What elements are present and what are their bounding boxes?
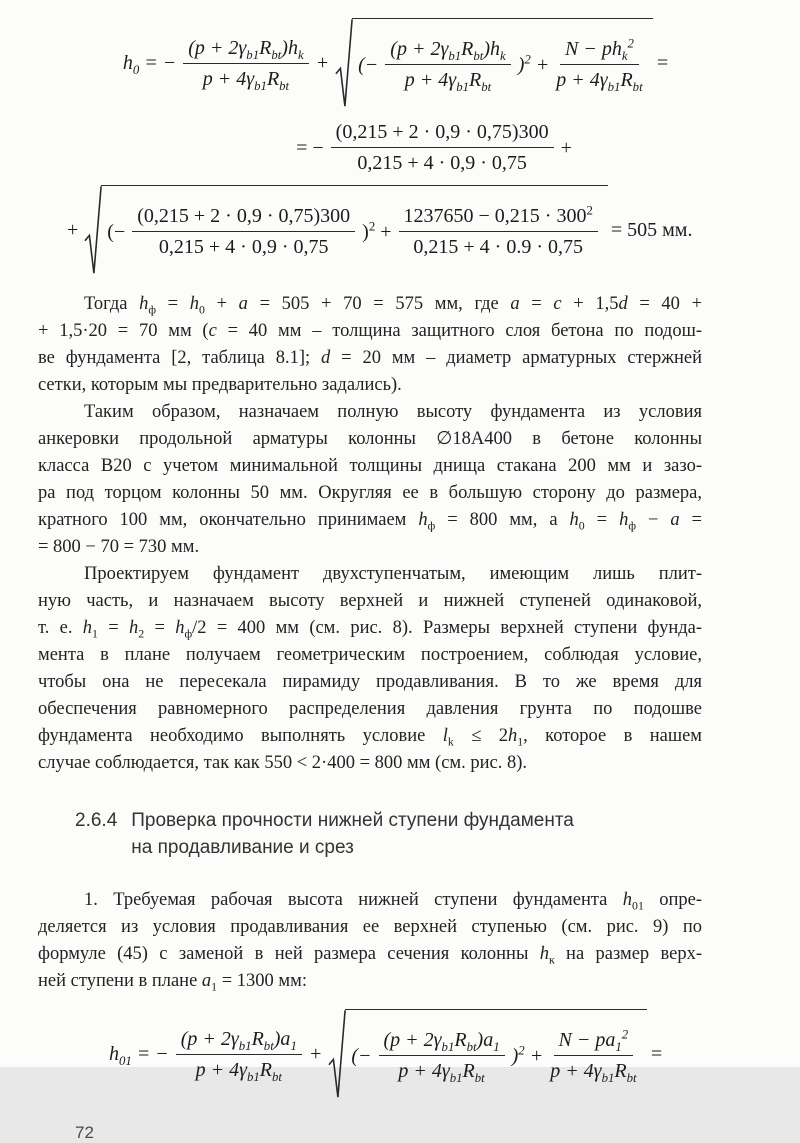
text-line: формуле (45) с заменой в ней размера сечения колонны $h_к$ на размер верх- (38, 944, 702, 967)
squared-plus: )$^2$ + (511, 1042, 544, 1067)
text-line: ве фундамента [2, таблица 8.1]; d = 20 мм – диаметр арматурных стержней (38, 348, 702, 368)
formula-h0-symbolic (64, 18, 728, 108)
page-content (38, 14, 702, 1143)
fraction-numerator: $N - ph_k^2$ (560, 37, 639, 65)
paragraph-togda (38, 291, 702, 399)
radical (328, 1009, 646, 1099)
formula-h0-numeric-line1 (102, 120, 766, 175)
text-line: деляется из условия продавливания ее верхней ступенью (см. рис. 9) по (38, 917, 702, 937)
paragraph-proektiruem (38, 561, 702, 777)
paragraph-trebuemaya (38, 887, 702, 995)
paragraph-takim-obrazom (38, 399, 702, 561)
fraction-denominator: $p + 4\gamma_{b1}R_{bt}$ (556, 69, 643, 94)
text-line: ра под торцом колонны 50 мм. Округляя ее в большую сторону до размера, (38, 483, 702, 503)
text-line: Таким образом, назначаем полную высоту фундамента из условия (84, 402, 702, 422)
fraction-denominator: 0,215 + 4 · 0,9 · 0,75 (158, 236, 329, 258)
text-line: мента в плане получаем геометрическим построением, соблюдая условие, (38, 645, 702, 665)
formula-lhs: $h_{01}$ = − (108, 1043, 169, 1068)
text-line: = 800 − 70 = 730 мм. (38, 537, 200, 557)
fraction (550, 1028, 636, 1083)
equals-sign: = (655, 52, 670, 74)
fraction-numerator: $(p + 2\gamma_{b1}R_{bt})a_1$ (379, 1028, 505, 1056)
text-line: + 1,5·20 = 70 мм (c = 40 мм – толщина защитного слоя бетона по подош- (38, 321, 703, 341)
fraction (556, 37, 642, 92)
fraction (331, 120, 554, 175)
fraction-denominator: $p + 4\gamma_{b1}R_{bt}$ (195, 1058, 282, 1084)
fraction-denominator: $p + 4\gamma_{b1}R_{bt}$ (404, 69, 492, 94)
radical-sign-icon (84, 185, 102, 275)
text-line: т. е. $h_1 = h_2 = h_ф/2 = 400$ мм (см. рис. 8). Размеры верхней ступени фунда- (38, 618, 703, 641)
plus-operator: + (560, 136, 572, 159)
section-title (131, 807, 574, 861)
formula-h0-numeric-line2 (38, 185, 702, 275)
section-heading (75, 807, 702, 861)
text-line: ней ступени в плане $a_1 = 1300$ мм: (38, 971, 307, 994)
fraction-denominator: $p + 4\gamma_{b1}R_{bt}$ (550, 1060, 637, 1085)
open-paren: (− (351, 1044, 372, 1067)
radical (84, 185, 608, 275)
fraction (183, 36, 308, 91)
text-line: 1. Требуемая рабочая высота нижней ступени фундамента $h_{01}$ опре- (84, 890, 703, 913)
text-line: фундамента необходимо выполнять условие $l_k \le 2h_1$, которое в нашем (38, 726, 702, 749)
radical-content (352, 18, 653, 108)
fraction (132, 204, 355, 259)
section-title-line2: на продавливание и срез (131, 837, 354, 858)
radical-content (101, 185, 608, 275)
plus-operator: + (67, 219, 79, 241)
radical-sign-icon (328, 1009, 346, 1099)
text-line: кратного 100 мм, окончательно принимаем $h_ф = 800$ мм, а $h_0 = h_ф - a$ = (38, 510, 702, 533)
result-value: = 505 мм. (610, 219, 693, 241)
plus-operator: + (315, 52, 330, 74)
formula-lhs: $h_0$ = − (122, 52, 177, 77)
open-paren: (− (107, 220, 126, 243)
page-number: 72 (75, 1123, 94, 1142)
open-paren: (− (358, 53, 379, 76)
formula-h01-symbolic (54, 1009, 718, 1099)
text-line: Проектируем фундамент двухступенчатым, имеющим лишь плит- (84, 564, 702, 584)
fraction-numerator: $1237650 - 0,215 \cdot 300^2$ (399, 204, 598, 232)
equals-sign: = (649, 1043, 664, 1065)
text-line: чтобы она не пересекала пирамиду продавливания. В то же время для (38, 672, 702, 692)
fraction-numerator: (0,215 + 2 · 0,9 · 0,75)300 (331, 120, 554, 148)
text-line: класса В20 с учетом минимальной толщины днища стакана 200 мм и зазо- (38, 456, 702, 476)
fraction-numerator: $(p + 2\gamma_{b1}R_{bt})h_k$ (183, 36, 308, 64)
fraction-numerator: (0,215 + 2 · 0,9 · 0,75)300 (132, 204, 355, 232)
radical-sign-icon (335, 18, 353, 108)
fraction (176, 1027, 302, 1082)
text-line: обеспечения равномерного распределения давления грунта по подошве (38, 699, 702, 719)
fraction (379, 1028, 505, 1083)
equals-minus: = − (296, 136, 324, 159)
text-line: анкеровки продольной арматуры колонны ∅18А400 в бетоне колонны (38, 429, 702, 449)
fraction-numerator: $(p + 2\gamma_{b1}R_{bt})h_k$ (385, 37, 510, 65)
fraction-numerator: $(p + 2\gamma_{b1}R_{bt})a_1$ (176, 1027, 302, 1055)
text-line: ную часть, и назначаем высоту верхней и нижней ступеней одинаковой, (38, 591, 702, 611)
text-line: Тогда $h_ф = h_0 + a = 505 + 70 = 575$ мм, где a = c + 1,5d = 40 + (84, 294, 703, 317)
text-line: сетки, которым мы предварительно задались). (38, 375, 402, 395)
fraction-denominator: 0,215 + 4 · 0.9 · 0,75 (413, 236, 583, 258)
section-title-line1: Проверка прочности нижней ступени фундамента (131, 810, 574, 831)
fraction (385, 37, 510, 92)
fraction-numerator: $N - pa_1^2$ (554, 1028, 634, 1056)
radical-content (345, 1009, 646, 1099)
squared-plus: )$^2$ + (517, 51, 550, 76)
plus-operator: + (308, 1043, 323, 1065)
fraction (399, 204, 598, 259)
radical (335, 18, 653, 108)
squared-plus: )$^2$ + (362, 218, 392, 243)
fraction-denominator: 0,215 + 4 · 0,9 · 0,75 (357, 152, 527, 174)
fraction-denominator: $p + 4\gamma_{b1}R_{bt}$ (202, 67, 290, 93)
fraction-denominator: $p + 4\gamma_{b1}R_{bt}$ (398, 1060, 485, 1085)
text-line: случае соблюдается, так как 550 < 2·400 = 800 мм (см. рис. 8). (38, 753, 528, 773)
section-number: 2.6.4 (75, 810, 118, 831)
